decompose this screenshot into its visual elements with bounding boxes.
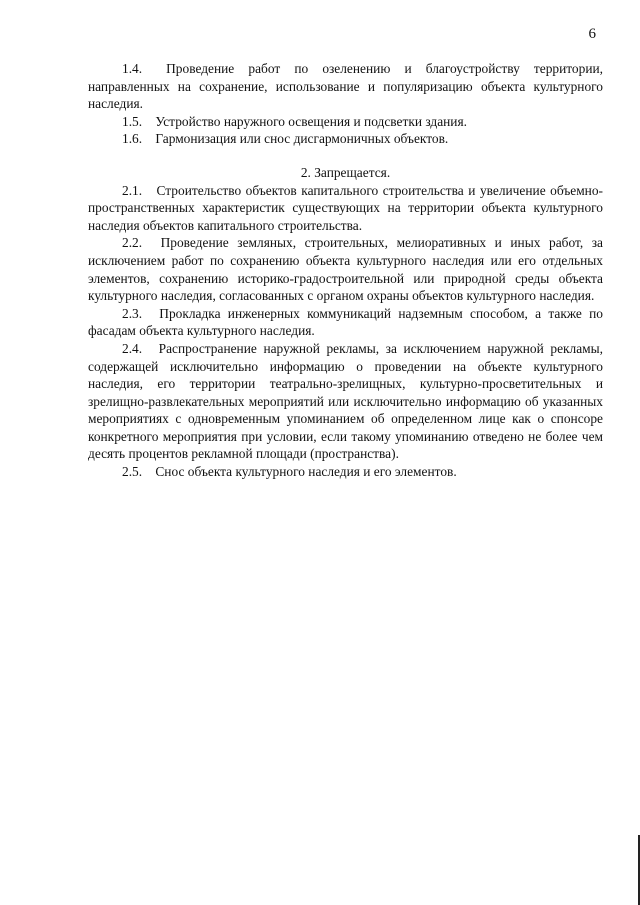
section-heading: 2. Запрещается.	[300, 164, 391, 180]
clause-2-3	[88, 305, 603, 340]
clause-number: 2.2.	[122, 235, 143, 251]
clause-text: Проведение работ по озеленению и благоустройству территории, направленных на сохранение, использование и популяризацию объекта культурного наследия.	[88, 61, 603, 112]
clause-2-5	[88, 463, 603, 481]
clause-2-4	[88, 340, 603, 463]
clause-number: 2.3.	[122, 305, 143, 321]
clause-text: Устройство наружного освещения и подсветки здания.	[155, 113, 467, 129]
clause-text: Гармонизация или снос дисгармоничных объектов.	[155, 131, 449, 147]
clause-1-6	[88, 130, 603, 148]
clause-2-2	[88, 234, 603, 304]
clause-2-1	[88, 182, 603, 235]
clause-text: Распространение наружной рекламы, за исключением наружной рекламы, содержащей исключительно информацию о проведении на объекте культурного наследия, его территории театрально-зрелищных, культурно-просветительных и зрелищно-развлекательных мероприятий или исключительно информацию об указанных мероприятиях с одновременным упоминанием об определенном лице как о спонсоре конкретного мероприятия при условии, если такому упоминанию отведено не более чем десять процентов рекламной площади (пространства).	[88, 340, 603, 462]
clause-1-4	[88, 60, 603, 113]
document-body	[88, 60, 603, 481]
clause-number: 1.5.	[122, 113, 143, 129]
clause-text: Снос объекта культурного наследия и его элементов.	[155, 464, 457, 480]
page-number: 6	[588, 26, 596, 42]
clause-number: 1.4.	[122, 61, 143, 76]
clause-text: Строительство объектов капитального строительства и увеличение объемно-пространственных характеристик существующих на территории объекта культурного наследия объектов капитального строительства.	[88, 182, 603, 233]
clause-number: 2.5.	[122, 464, 143, 480]
clause-1-5	[88, 113, 603, 131]
clause-number: 2.4.	[122, 340, 143, 356]
clause-number: 2.1.	[122, 182, 143, 198]
clause-text: Прокладка инженерных коммуникаций надземным способом, а также по фасадам объекта культурного наследия.	[88, 305, 603, 339]
clause-number: 1.6.	[122, 131, 143, 147]
clause-text: Проведение земляных, строительных, мелиоративных и иных работ, за исключением работ по сохранению объекта культурного наследия или его отдельных элементов, сохранению историко-градостроительной или природной среды объекта культурного наследия, согласованных с органом охраны объектов культурного наследия.	[88, 235, 603, 304]
